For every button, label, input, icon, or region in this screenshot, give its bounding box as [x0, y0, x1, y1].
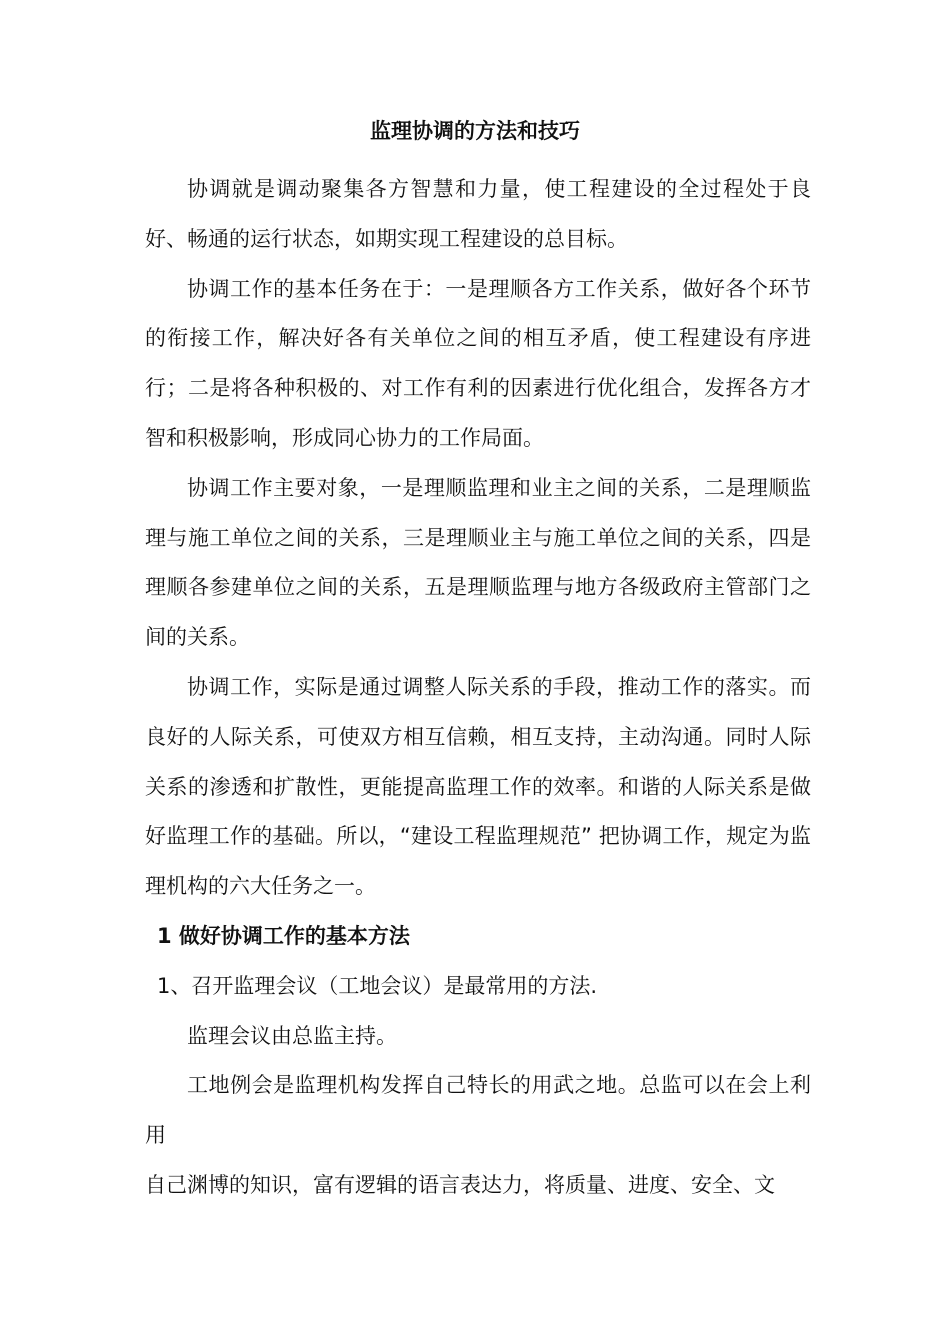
paragraph-meeting-host: 监理会议由总监主持。	[187, 1023, 397, 1048]
paragraph-coordination-objects: 协调工作主要对象，一是理顺监理和业主之间的关系，二是理顺监理与施工单位之间的关系，三是理顺业主与施工单位之间的关系，四是理顺各参建单位之间的关系，五是理顺监理与地方各级政府主管部门之间的关系。	[145, 475, 811, 650]
list-item-supervision-meeting: 1、召开监理会议（工地会议）是最常用的方法.	[157, 973, 598, 998]
document-title: 监理协调的方法和技巧	[370, 119, 580, 143]
paragraph-site-meeting: 工地例会是监理机构发挥自己特长的用武之地。总监可以在会上利用	[145, 1073, 811, 1148]
paragraph-definition: 协调就是调动聚集各方智慧和力量，使工程建设的全过程处于良好、畅通的运行状态，如期实现工程建设的总目标。	[145, 177, 811, 251]
paragraph-interpersonal-relations: 协调工作，实际是通过调整人际关系的手段，推动工作的落实。而良好的人际关系，可使双方相互信赖，相互支持，主动沟通。同时人际关系的渗透和扩散性，更能提高监理工作的效率。和谐的人际关系是做好监理工作的基础。所以，“建设工程监理规范” 把协调工作，规定为监理机构的六大任务之一。	[145, 674, 811, 899]
paragraph-continuation: 自己渊博的知识，富有逻辑的语言表达力，将质量、进度、安全、文	[145, 1172, 775, 1197]
paragraph-basic-tasks: 协调工作的基本任务在于：一是理顺各方工作关系，做好各个环节的衔接工作，解决好各有关单位之间的相互矛盾，使工程建设有序进行；二是将各种积极的、对工作有利的因素进行优化组合，发挥各方才智和积极影响，形成同心协力的工作局面。	[145, 276, 811, 450]
document-body	[145, 165, 811, 1211]
section-heading-basic-methods: 1 做好协调工作的基本方法	[157, 923, 410, 948]
